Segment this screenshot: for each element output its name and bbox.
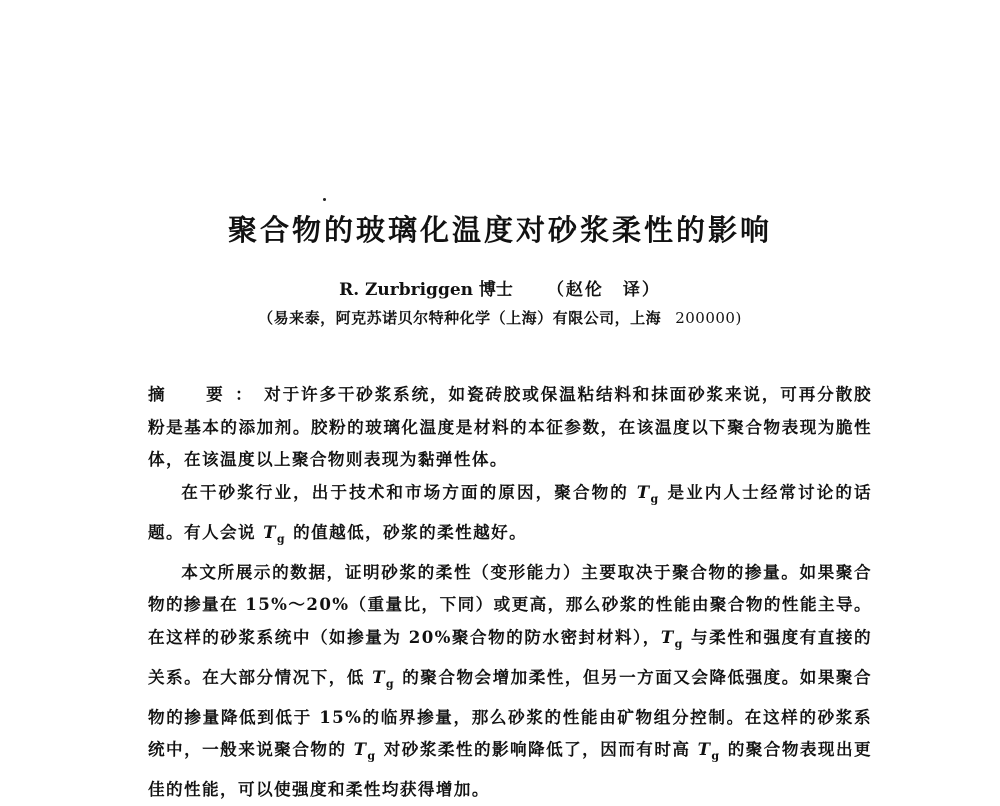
paragraph-text: 与柔性和强度有直接的关系。在大部分情况下，低 bbox=[148, 626, 872, 687]
author-line bbox=[0, 275, 1000, 300]
author-name: R. Zurbriggen 博士 bbox=[339, 280, 513, 300]
abstract bbox=[148, 378, 872, 476]
affiliation-line bbox=[0, 307, 1000, 328]
paragraph-text: 的聚合物会增加柔性，但另一方面又会降低强度。如果聚合物的掺量降低到低于 15%的临界掺量，那么砂浆的性能由矿物组分控制。在这样的砂浆系统中，一般来说聚合物的 bbox=[148, 666, 873, 760]
paragraph-text: 本文所展示的数据，证明砂浆的柔性（变形能力）主要取决于聚合物的掺量。如果聚合物的掺量在 15%～20%（重量比，下同）或更高，那么砂浆的性能由聚合物的性能主导。在这样的砂浆系统中（如掺量为 20%聚合物的防水密封材料）， bbox=[148, 561, 872, 647]
paragraph-text: 是业内人士经常讨论的话题。有人会说 bbox=[148, 481, 872, 542]
paragraph-text: 的聚合物表现出更佳的性能，可以使强度和柔性均获得增加。 bbox=[148, 739, 872, 800]
tg-symbol: $T_g$ bbox=[372, 666, 395, 690]
paragraph-2 bbox=[148, 556, 872, 806]
page-title: 聚合物的玻璃化温度对砂浆柔性的影响 bbox=[227, 213, 772, 247]
tg-symbol: $T_g$ bbox=[697, 739, 721, 763]
tg-symbol: $T_g$ bbox=[353, 739, 377, 763]
tg-symbol: $T_g$ bbox=[636, 481, 660, 506]
paragraph-text: 的值越低，砂浆的柔性越好。 bbox=[285, 521, 528, 542]
tg-symbol: $T_g$ bbox=[660, 626, 684, 651]
postal-code: 200000) bbox=[675, 309, 742, 327]
article-body bbox=[148, 378, 872, 806]
abstract-label: 摘 要： bbox=[148, 384, 265, 404]
stray-dot bbox=[323, 198, 326, 201]
tg-symbol: $T_g$ bbox=[263, 521, 286, 545]
abstract-text: 对于许多干砂浆系统，如瓷砖胶或保温粘结料和抹面砂浆来说，可再分散胶粉是基本的添加剂。胶粉的玻璃化温度是材料的本征参数，在该温度以下聚合物表现为脆性体，在该温度以上聚合物则表现为黏弹性体。 bbox=[148, 384, 873, 470]
paragraph-text: 在干砂浆行业，出于技术和市场方面的原因，聚合物的 bbox=[181, 481, 637, 502]
paragraph-1 bbox=[148, 476, 872, 556]
translator: （赵伦 译） bbox=[546, 280, 661, 300]
affiliation: （易来泰，阿克苏诺贝尔特种化学（上海）有限公司，上海 bbox=[258, 309, 662, 327]
paragraph-text: 对砂浆柔性的影响降低了，因而有时高 bbox=[376, 739, 698, 760]
